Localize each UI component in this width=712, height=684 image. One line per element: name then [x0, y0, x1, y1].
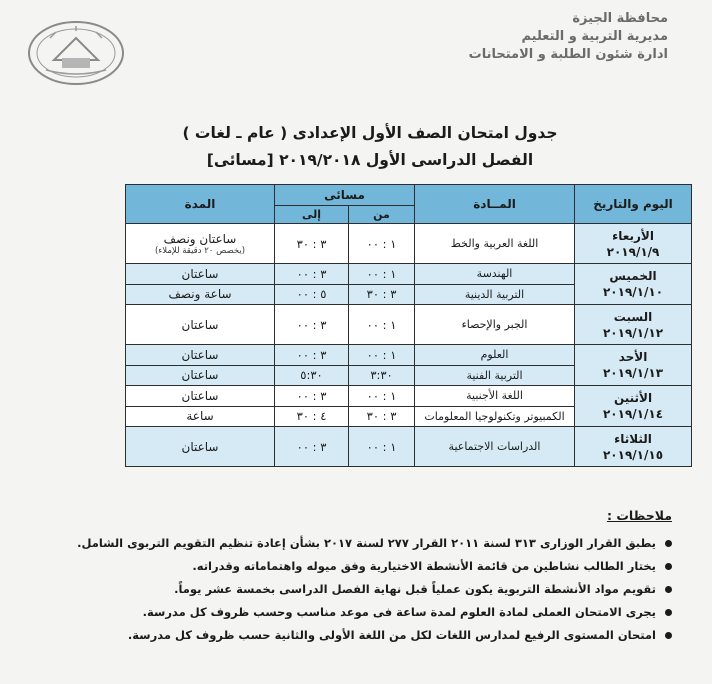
note-text: يطبق القرار الوزارى ٣١٣ لسنة ٢٠١١ القرار ٢٧٧ لسنة ٢٠١٧ بشأن إعادة تنظيم التقويم التربوى الشامل. — [77, 536, 656, 550]
table-row — [126, 427, 692, 467]
duration-cell: ساعتان — [126, 365, 275, 386]
day-date: ٢٠١٩/١/١٣ — [602, 366, 664, 380]
department-line: ادارة شئون الطلبة و الامتحانات — [468, 47, 668, 62]
day-cell — [575, 386, 692, 427]
table-row — [126, 386, 692, 407]
table-row — [126, 305, 692, 345]
bullet-icon — [665, 632, 672, 639]
subject-cell: الهندسة — [415, 264, 575, 285]
duration-cell: ساعتان — [126, 264, 275, 285]
list-item — [72, 556, 672, 576]
header-day-date: اليوم والتاريخ — [575, 185, 692, 224]
day-cell — [575, 427, 692, 467]
exam-table — [125, 184, 692, 467]
to-cell: ٣ : ٠٠ — [275, 305, 349, 345]
subject-cell: الجبر والإحصاء — [415, 305, 575, 345]
day-name: الخميس — [609, 269, 657, 283]
header-to: إلى — [275, 206, 349, 224]
day-date: ٢٠١٩/١/١٢ — [602, 325, 664, 340]
day-date: ٢٠١٩/١/١٠ — [602, 285, 664, 299]
table-row — [126, 345, 692, 366]
from-cell: ١ : ٠٠ — [349, 427, 415, 467]
subject-cell: العلوم — [415, 345, 575, 366]
to-cell: ٥:٣٠ — [275, 365, 349, 386]
list-item — [72, 602, 672, 622]
header-from: من — [349, 206, 415, 224]
day-name: الثلاثاء — [614, 431, 652, 446]
to-cell: ٤ : ٣٠ — [275, 406, 349, 427]
official-seal-icon — [26, 20, 126, 86]
duration-cell — [126, 224, 275, 264]
note-text: يختار الطالب نشاطين من قائمة الأنشطة الاختيارية وفق ميوله واهتماماته وقدراته. — [192, 559, 656, 573]
from-cell: ١ : ٠٠ — [349, 224, 415, 264]
to-cell: ٥ : ٠٠ — [275, 284, 349, 305]
duration-cell: ساعة — [126, 406, 275, 427]
day-date: ٢٠١٩/١/١٥ — [602, 447, 664, 462]
subject-cell: اللغة الأجنبية — [415, 386, 575, 407]
note-text: يجرى الامتحان العملى لمادة العلوم لمدة ساعة فى موعد مناسب وحسب ظروف كل مدرسة. — [142, 605, 656, 619]
table-row — [126, 264, 692, 285]
list-item — [72, 579, 672, 599]
duration-note: (يخصص ٢٠ دقيقة للإملاء) — [154, 245, 246, 256]
subject-cell: التربية الدينية — [415, 284, 575, 305]
schedule-subtitle: الفصل الدراسى الأول ٢٠١٩/٢٠١٨ [مسائى] — [206, 151, 534, 169]
to-cell: ٣ : ٠٠ — [275, 427, 349, 467]
from-cell: ٣ : ٣٠ — [349, 284, 415, 305]
notes-list — [72, 533, 672, 645]
header-subject: المــادة — [415, 185, 575, 224]
day-date: ٢٠١٩/١/١٤ — [602, 407, 664, 421]
governorate-line: محافظة الجيزة — [572, 11, 668, 26]
to-cell: ٣ : ٠٠ — [275, 386, 349, 407]
duration-cell: ساعتان — [126, 345, 275, 366]
duration-cell: ساعتان — [126, 386, 275, 407]
day-date: ٢٠١٩/١/٩ — [606, 244, 660, 259]
bullet-icon — [665, 586, 672, 593]
from-cell: ٣:٣٠ — [349, 365, 415, 386]
table-row — [126, 224, 692, 264]
day-name: الأحد — [618, 350, 648, 364]
note-text: تقويم مواد الأنشطة التربوية يكون عملياً قبل نهاية الفصل الدراسى بخمسة عشر يوماً. — [174, 582, 656, 596]
header-session: مسائى — [275, 185, 415, 206]
day-cell — [575, 264, 692, 305]
bullet-icon — [665, 540, 672, 547]
schedule-title: جدول امتحان الصف الأول الإعدادى ( عام ـ لغات ) — [182, 124, 558, 142]
from-cell: ١ : ٠٠ — [349, 386, 415, 407]
from-cell: ١ : ٠٠ — [349, 345, 415, 366]
duration-cell: ساعتان — [126, 427, 275, 467]
subject-cell: التربية الفنية — [415, 365, 575, 386]
subject-cell: الدراسات الاجتماعية — [415, 427, 575, 467]
notes-title: ملاحظات : — [606, 508, 672, 523]
day-name: الأثنين — [613, 391, 653, 405]
directorate-line: مديرية التربية و التعليم — [521, 29, 668, 44]
from-cell: ١ : ٠٠ — [349, 264, 415, 285]
header-duration: المدة — [126, 185, 275, 224]
day-cell — [575, 224, 692, 264]
notes-section — [72, 508, 672, 648]
issuer-header — [469, 10, 668, 64]
to-cell: ٣ : ٠٠ — [275, 264, 349, 285]
list-item — [72, 533, 672, 553]
note-text: امتحان المستوى الرفيع لمدارس اللغات لكل من اللغة الأولى والثانية حسب ظروف كل مدرسة. — [127, 628, 656, 642]
day-cell — [575, 305, 692, 345]
to-cell: ٣ : ٣٠ — [275, 224, 349, 264]
subject-cell: اللغة العربية والخط — [415, 224, 575, 264]
list-item — [72, 625, 672, 645]
to-cell: ٣ : ٠٠ — [275, 345, 349, 366]
from-cell: ١ : ٠٠ — [349, 305, 415, 345]
day-cell — [575, 345, 692, 386]
day-name: الأربعاء — [612, 228, 654, 243]
from-cell: ٣ : ٣٠ — [349, 406, 415, 427]
day-name: السبت — [613, 309, 653, 324]
duration-cell: ساعة ونصف — [126, 284, 275, 305]
duration-cell: ساعتان — [126, 305, 275, 345]
bullet-icon — [665, 563, 672, 570]
bullet-icon — [665, 609, 672, 616]
subject-cell: الكمبيوتر وتكنولوجيا المعلومات — [415, 406, 575, 427]
duration-text: ساعتان ونصف — [163, 231, 237, 246]
